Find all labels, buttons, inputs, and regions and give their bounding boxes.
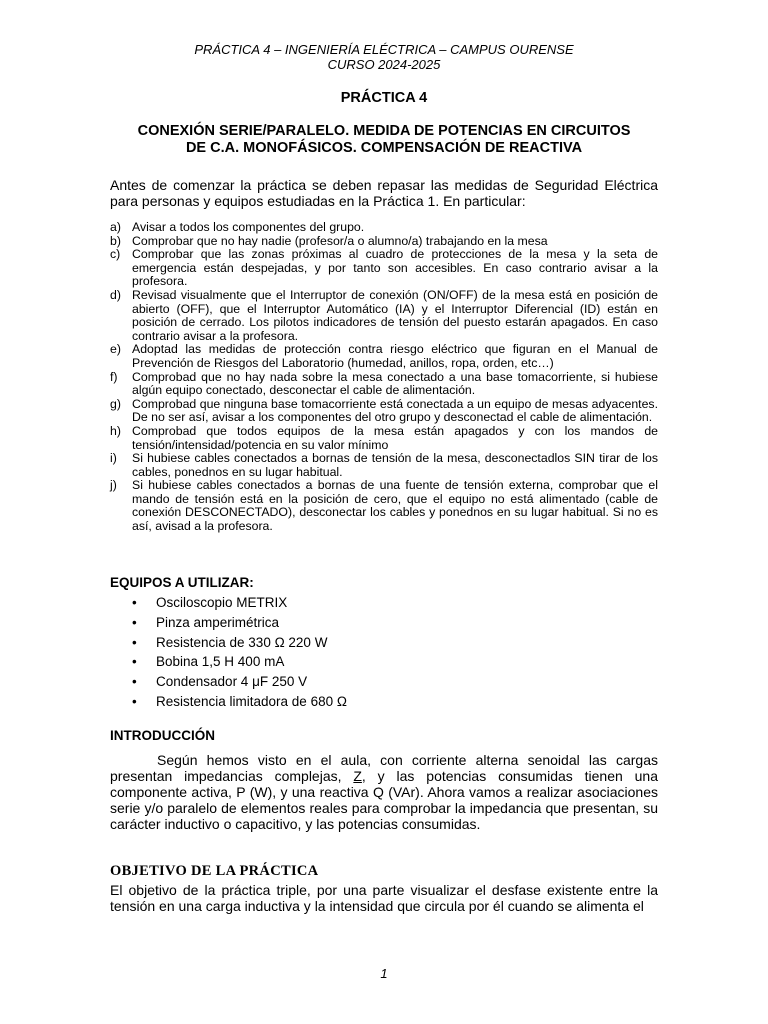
objective-heading: OBJETIVO DE LA PRÁCTICA (110, 863, 319, 879)
impedance-symbol: Z (353, 768, 362, 784)
introduction-paragraph (110, 752, 658, 832)
document-title: PRÁCTICA 4 (340, 90, 428, 106)
list-item (110, 398, 658, 425)
objective-paragraph: El objetivo de la práctica triple, por una parte visualizar el desfase existente entre la tensión en una carga inductiva y la intensidad que circula por él cuando se alimenta el (110, 882, 658, 914)
list-item-label: j) (110, 478, 117, 493)
list-item-text: Comprobad que todos equipos de la mesa están apagados y con los mandos de tensión/intensidad/potencia en su valor mínimo (132, 423, 658, 452)
equipment-heading: EQUIPOS A UTILIZAR: (110, 575, 254, 590)
page-header (0, 42, 768, 72)
equipment-item-text: Condensador 4 μF 250 V (156, 674, 308, 690)
list-item-label: a) (110, 220, 121, 234)
subtitle-line-2: DE C.A. MONOFÁSICOS. COMPENSACIÓN DE REACTIVA (185, 140, 583, 156)
list-item (110, 425, 658, 452)
list-item-text: Si hubiese cables conectados a bornas de tensión de la mesa, desconectadlos SIN tirar de los cables, ponednos en su lugar habitual. (132, 451, 658, 479)
page-number: 1 (380, 966, 388, 981)
header-line-1: PRÁCTICA 4 – INGENIERÍA ELÉCTRICA – CAMPUS OURENSE (194, 42, 574, 57)
list-item (110, 343, 658, 370)
list-item (110, 452, 658, 479)
list-item (132, 633, 347, 653)
equipment-item-text: Resistencia de 330 Ω 220 W (156, 634, 328, 650)
list-item (132, 593, 347, 613)
safety-rules-list (110, 221, 658, 534)
list-item-label: g) (110, 396, 121, 411)
list-item-label: f) (110, 369, 118, 384)
bullet-icon: • (132, 654, 137, 670)
equipment-item-text: Resistencia limitadora de 680 Ω (156, 693, 347, 709)
list-item-text: Adoptad las medidas de protección contra riesgo eléctrico que figuran en el Manual de Prevención de Riesgos del Laboratorio (humedad, anillos, ropa, orden, etc…) (132, 342, 658, 370)
list-item-text: Comprobad que ninguna base tomacorriente está conectada a un equipo de mesas adyacentes. De no ser así, avisar a los componentes del otro grupo y desconectad el cable de alimentación. (132, 396, 658, 425)
list-item (110, 248, 658, 289)
list-item (110, 479, 658, 533)
list-item-label: d) (110, 287, 121, 302)
intro-text-part-2: , y las potencias consumidas tienen una componente activa, P (W), y una reactiva Q (VAr). Ahora vamos a realizar asociaciones serie y/o paralelo de elementos reales para comprobar la impedancia que presentan, su carácter inductivo o capacitivo, y las potencias consumidas. (110, 768, 658, 832)
equipment-item-text: Osciloscopio METRIX (156, 595, 288, 610)
safety-intro-paragraph: Antes de comenzar la práctica se deben repasar las medidas de Seguridad Eléctrica para personas y equipos estudiadas en la Práctica 1. En particular: (110, 177, 658, 209)
list-item-text: Avisar a todos los componentes del grupo. (132, 220, 365, 234)
list-item (132, 672, 347, 692)
bullet-icon: • (132, 693, 137, 709)
introduction-heading: INTRODUCCIÓN (110, 728, 215, 743)
header-line-2: CURSO 2024-2025 (327, 57, 441, 72)
list-item-text: Comprobad que no hay nada sobre la mesa conectado a una base tomacorriente, si hubiese algún equipo conectado, desconectar el cable de alimentación. (132, 369, 658, 398)
bullet-icon: • (132, 674, 137, 690)
list-item (110, 221, 658, 235)
list-item (132, 652, 347, 672)
equipment-list (132, 593, 347, 712)
list-item (132, 692, 347, 712)
subtitle-line-1: CONEXIÓN SERIE/PARALELO. MEDIDA DE POTENCIAS EN CIRCUITOS (137, 123, 631, 139)
list-item-label: c) (110, 247, 121, 262)
list-item (110, 235, 658, 249)
list-item (132, 613, 347, 633)
list-item (110, 289, 658, 343)
document-subtitle (110, 123, 658, 157)
list-item-label: e) (110, 342, 121, 357)
list-item-text: Comprobar que las zonas próximas al cuadro de protecciones de la mesa y la seta de emergencia están despejadas, y por tanto son accesibles. En caso contrario avisar a la profesora. (132, 247, 658, 289)
equipment-item-text: Pinza amperimétrica (156, 614, 280, 630)
list-item-text: Comprobar que no hay nadie (profesor/a o alumno/a) trabajando en la mesa (132, 233, 548, 248)
list-item-text: Revisad visualmente que el Interruptor de conexión (ON/OFF) de la mesa está en posición de abierto (OFF), que el Interruptor Automático (IA) y el Interruptor Diferencial (ID) están en posición de cerrado. Los pilotos indicadores de tensión del puesto estarán apagados. En caso contrario avisar a la profesora. (132, 287, 658, 343)
bullet-icon: • (132, 634, 137, 650)
list-item (110, 371, 658, 398)
list-item-label: h) (110, 423, 121, 438)
equipment-item-text: Bobina 1,5 H 400 mA (156, 654, 285, 670)
bullet-icon: • (132, 595, 137, 610)
list-item-label: i) (110, 451, 117, 466)
list-item-text: Si hubiese cables conectados a bornas de una fuente de tensión externa, comprobar que el mando de tensión está en la posición de cero, que el equipo no está alimentado (cable de conexión DESCONECTADO), desconectar los cables y ponednos en su lugar habitual. Si no es así, avisad a la profesora. (132, 478, 658, 534)
intro-text-part-1: Según hemos visto en el aula, con corriente alterna senoidal las cargas presentan impedancias complejas, (110, 752, 658, 784)
bullet-icon: • (132, 614, 137, 630)
list-item-label: b) (110, 233, 121, 248)
